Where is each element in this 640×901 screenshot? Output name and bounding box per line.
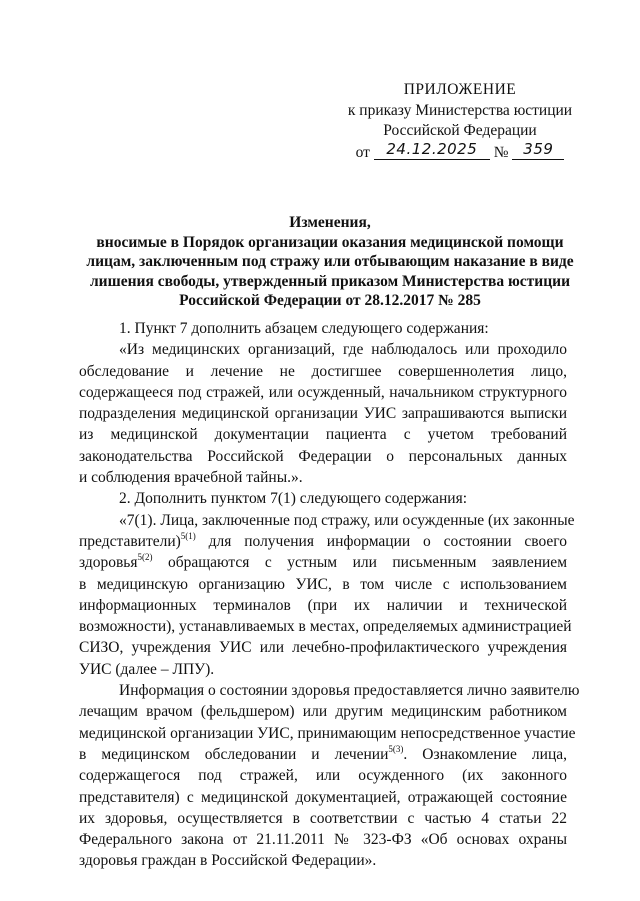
text-line: «Из медицинских организаций, где наблюдалось или проходило [119,341,567,359]
text-line: представителя) с медицинской документацией, отражающей состояние [79,788,567,806]
text-line: 1. Пункт 7 дополнить абзацем следующего содержания: [119,320,489,337]
text-line [79,744,567,765]
text-line [79,531,567,552]
footnote-ref: 5(2) [137,552,153,563]
text-line: возможности), устанавливаемых в местах, определяемых администрацией [79,618,572,636]
text-line: законодательства Российской Федерации о персональных данных [79,447,567,465]
appendix-line-1: к приказу Министерства юстиции [347,101,573,119]
text-line: информационных терминалов (при их наличии и технической [79,596,567,614]
document-body [79,318,580,872]
text-line: из медицинской документации пациента с учетом требований [79,426,567,444]
text-line: и соблюдения врачебной тайны.». [79,469,303,487]
text-line: лечащим врачом (фельдшером) или другим медицинским работником [79,703,567,721]
appendix-header [330,80,590,163]
text-line: Федерального закона от 21.11.2011 № 323-ФЗ «Об основах охраны [79,831,567,849]
date-prefix: от [355,143,370,161]
text-fragment: обращаются с устным или письменным заявлением [152,554,567,572]
title-line: лицам, заключенным под стражу или отбывающим наказание в виде [86,253,574,270]
number-prefix: № [493,143,509,161]
order-number: 359 [512,139,564,161]
appendix-title: ПРИЛОЖЕНИЕ [403,81,517,98]
text-line: Информация о состоянии здоровья предоставляется лично заявителю [119,682,580,700]
title-line: лишения свободы, утвержденный приказом Министерства юстиции [89,272,571,290]
text-line: здоровья граждан в Российской Федерации». [79,852,377,870]
text-fragment: представители) [79,532,181,550]
text-line: содержащееся под стражей, или осужденный, начальником структурного [79,383,567,401]
text-fragment: для получения информации о состоянии своего [195,532,567,550]
title-line: Изменения, [289,214,371,231]
paragraph-5 [79,680,580,872]
order-date: 24.12.2025 [374,139,490,161]
text-line: обследование и лечение не достигшее совершеннолетия лицо, [79,362,567,380]
text-line: их здоровья, осуществляется в соответствии с частью 4 статьи 22 [79,809,567,827]
paragraph-4 [79,510,575,680]
text-line: медицинской организации УИС, принимающим непосредственное участие [79,724,576,742]
paragraph-1 [79,318,567,339]
text-line [79,552,567,573]
text-line: в медицинскую организацию УИС, в том числе с использованием [79,575,567,593]
text-line: «7(1). Лица, заключенные под стражу, или осужденные (их законные [119,511,575,529]
title-line: Российской Федерации от 28.12.2017 № 285 [179,292,481,309]
text-fragment: в медицинском обследовании и лечении [79,745,389,763]
text-line: подразделения медицинской организации УИС запрашиваются выписки [79,405,567,423]
text-fragment: здоровья [79,554,138,572]
paragraph-3 [79,488,567,509]
document-title [70,213,590,311]
text-fragment: . Ознакомление лица, [403,745,567,763]
footnote-ref: 5(1) [180,530,196,541]
text-line: содержащегося под стражей, или осужденного (их законного [79,767,567,785]
text-line: СИЗО, учреждения УИС или лечебно-профилактического учреждения [79,639,567,657]
order-date-line [330,139,590,164]
title-line: вносимые в Порядок организации оказания медицинской помощи [96,233,564,251]
text-line: УИС (далее – ЛПУ). [79,660,215,678]
text-line: 2. Дополнить пунктом 7(1) следующего содержания: [119,490,468,508]
paragraph-2 [79,339,567,488]
appendix-line-2: Российской Федерации [383,122,537,139]
footnote-ref: 5(3) [388,743,404,754]
